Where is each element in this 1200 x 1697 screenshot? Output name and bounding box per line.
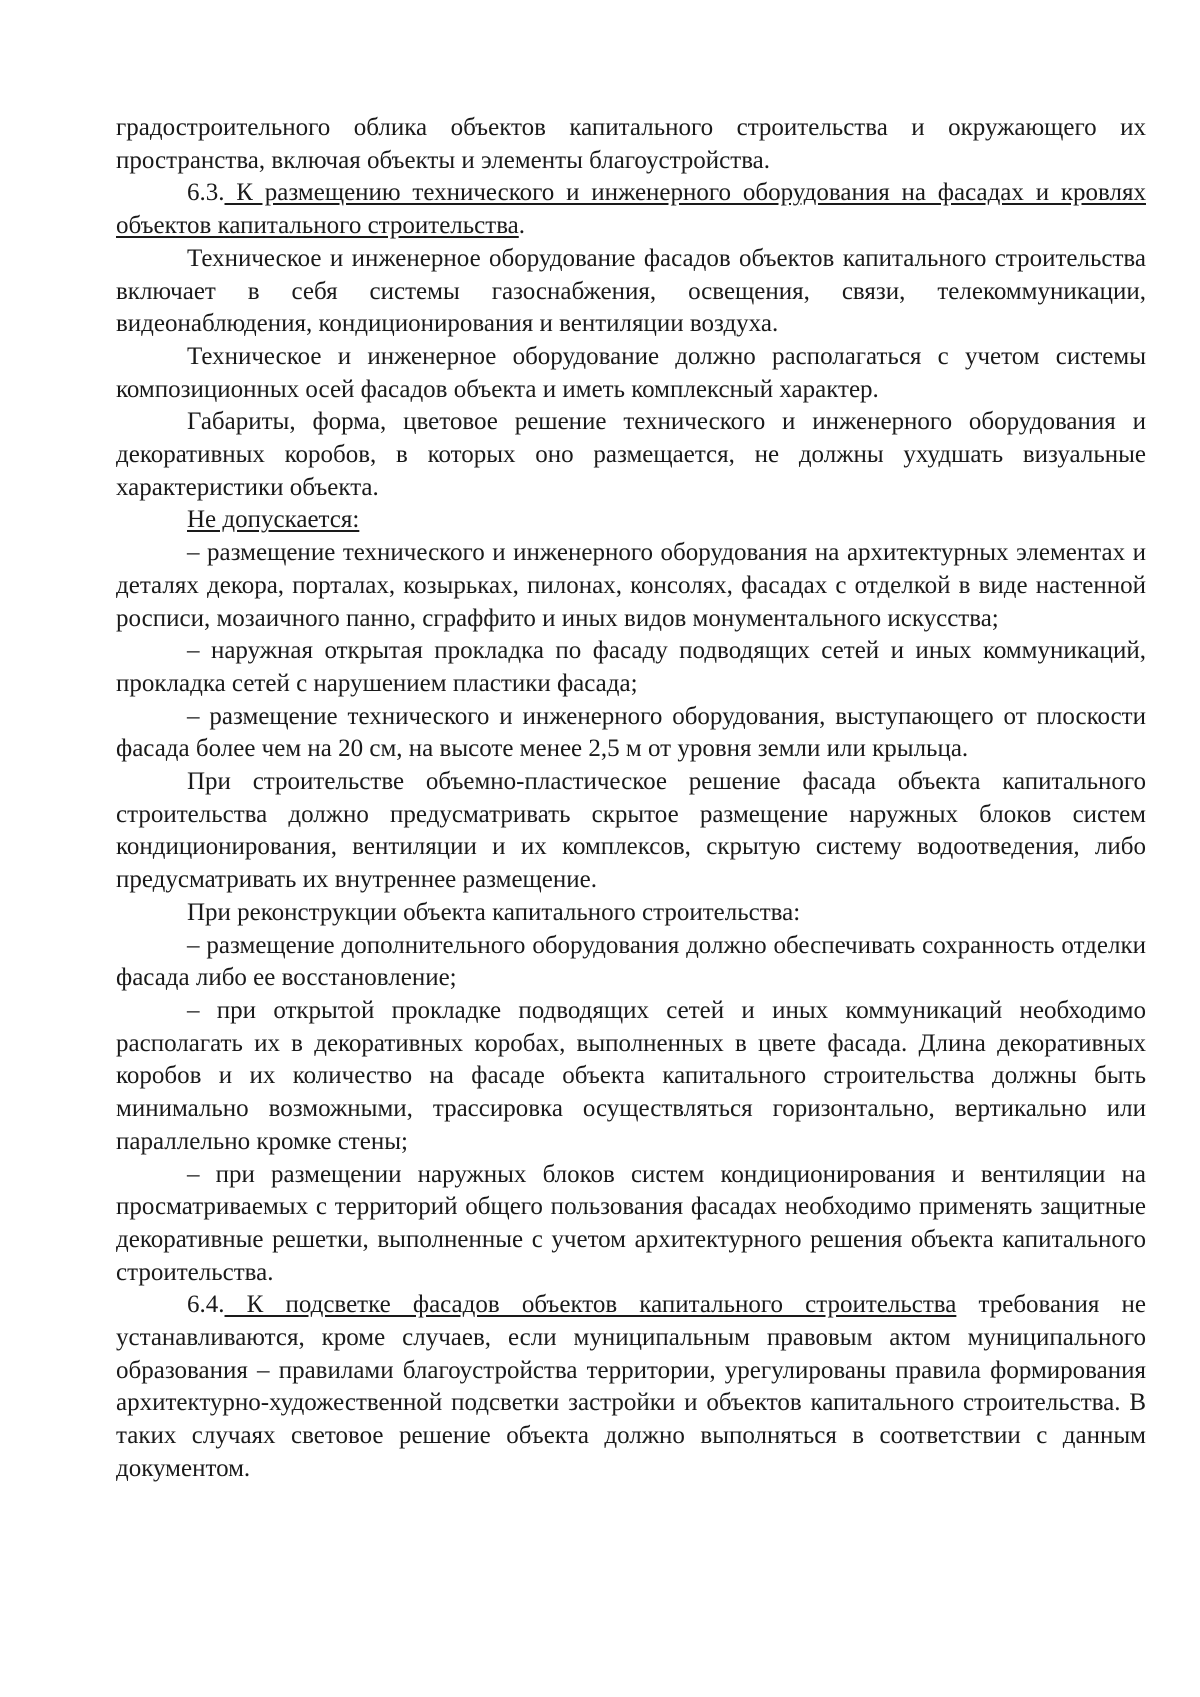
paragraph: При реконструкции объекта капитального строительства:: [187, 898, 801, 926]
paragraph: При строительстве объемно-пластическое решение фасада объекта капитального строительства должно предусматривать скрытое размещение наружных блоков систем кондиционирования, вентиляции и их комплексов, скрытую систему водоотведения, либо предусматривать их внутреннее размещение.: [116, 768, 1146, 894]
section-title: К подсветке фасадов объектов капитального строительства: [224, 1291, 957, 1319]
list-item: – при открытой прокладке подводящих сетей и иных коммуникаций необходимо располагать их в декоративных коробах, выполненных в цвете фасада. Длина декоративных коробов и их количество на фасаде объекта капитального строительства должны быть минимально возможными, трассировка осуществляться горизонтально, вертикально или параллельно кромке стены;: [116, 996, 1146, 1155]
document-page: [116, 112, 1146, 1486]
list-item: – размещение технического и инженерного оборудования, выступающего от плоскости фасада более чем на 20 см, на высоте менее 2,5 м от уровня земли или крыльца.: [116, 702, 1146, 763]
section-number: 6.4.: [187, 1291, 225, 1319]
section-number: 6.3.: [187, 179, 225, 207]
section-body: требования не устанавливаются, кроме случаев, если муниципальным правовым актом муниципального образования – правилами благоустройства территории, урегулированы правила формирования архитектурно-художественной подсветки застройки и объектов капитального строительства. В таких случаях световое решение объекта должно выполняться в соответствии с данным документом.: [116, 1291, 1146, 1482]
section-title-end: .: [518, 212, 526, 240]
list-item: – при размещении наружных блоков систем кондиционирования и вентиляции на просматриваемых с территорий общего пользования фасадах необходимо применять защитные декоративные решетки, выполненные с учетом архитектурного решения объекта капитального строительства.: [116, 1160, 1146, 1286]
section-6-3-heading: [116, 177, 1146, 242]
prohibited-label: Не допускается:: [187, 506, 360, 534]
paragraph: Техническое и инженерное оборудование фасадов объектов капитального строительства включает в себя системы газоснабжения, освещения, связи, телекоммуникации, видеонаблюдения, кондиционирования и вентиляции воздуха.: [116, 244, 1146, 338]
paragraph-continuation: градостроительного облика объектов капитального строительства и окружающего их пространства, включая объекты и элементы благоустройства.: [116, 114, 1146, 174]
list-item: – размещение технического и инженерного оборудования на архитектурных элементах и деталях декора, порталах, козырьках, пилонах, консолях, фасадах с отделкой в виде настенной росписи, мозаичного панно, сграффито и иных видов монументального искусства;: [116, 539, 1146, 632]
section-title: К размещению технического и инженерного оборудования на фасадах и кровлях объектов капитального строительства: [116, 179, 1146, 240]
list-item: – наружная открытая прокладка по фасаду подводящих сетей и иных коммуникаций, прокладка сетей с нарушением пластики фасада;: [116, 637, 1146, 697]
prohibited-heading: [116, 504, 1146, 537]
section-6-4-paragraph: [116, 1289, 1146, 1485]
paragraph: Техническое и инженерное оборудование должно располагаться с учетом системы композиционных осей фасадов объекта и иметь комплексный характер.: [116, 342, 1146, 403]
list-item: – размещение дополнительного оборудования должно обеспечивать сохранность отделки фасада либо ее восстановление;: [116, 931, 1146, 992]
paragraph: Габариты, форма, цветовое решение технического и инженерного оборудования и декоративных коробов, в которых оно размещается, не должны ухудшать визуальные характеристики объекта.: [116, 408, 1146, 501]
